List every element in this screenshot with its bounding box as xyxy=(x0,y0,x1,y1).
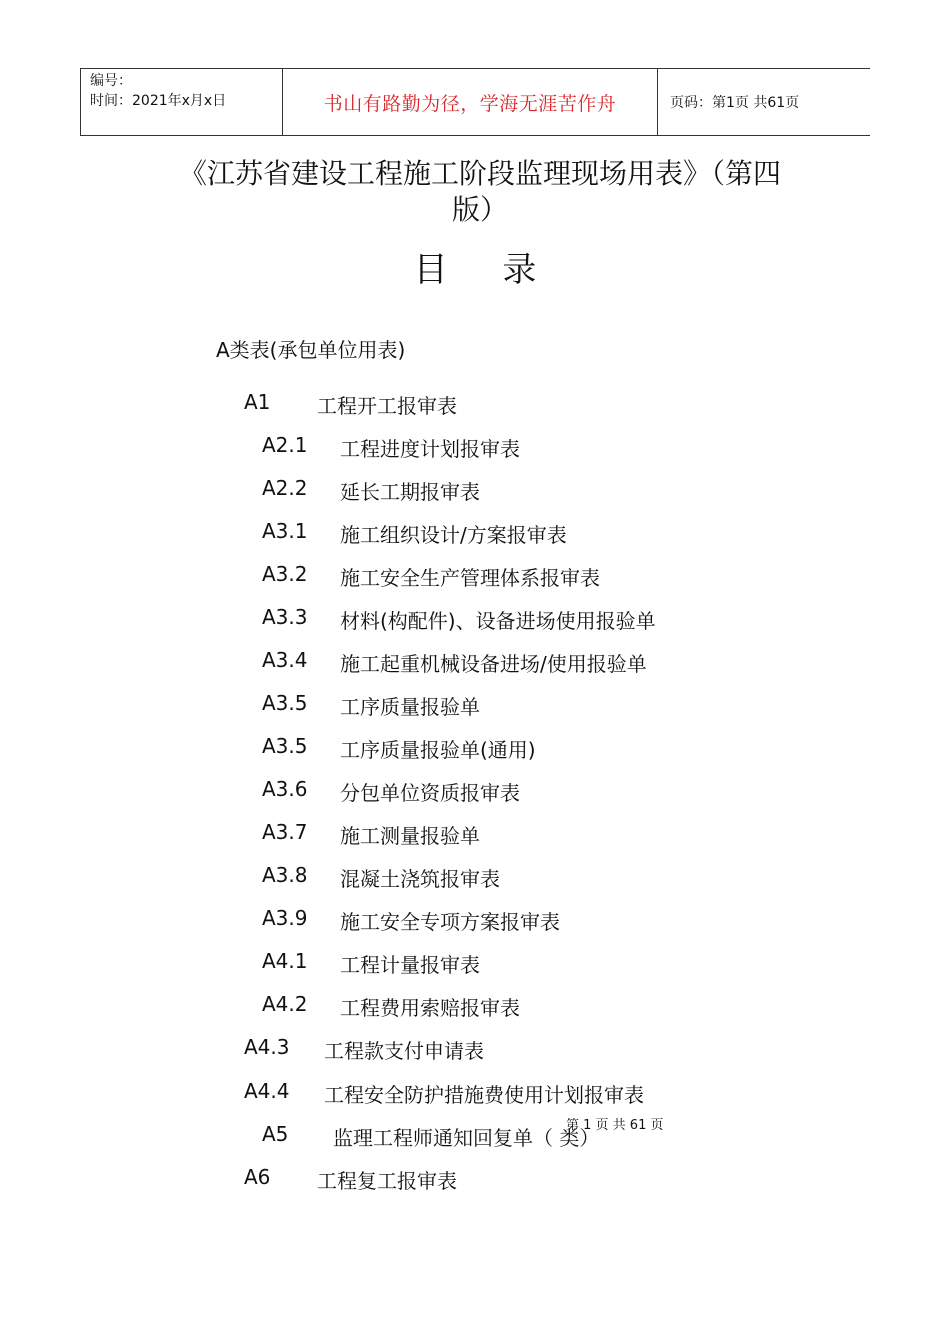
toc-heading-text: 目 录 xyxy=(413,250,537,290)
toc-item-code: A5 xyxy=(262,1122,289,1146)
toc-item-title: 工程款支付申请表 xyxy=(324,1039,484,1063)
header-table xyxy=(80,68,870,136)
document-date-label: 时间：2021年x月x日 xyxy=(90,93,227,109)
section-a-heading: A类表(承包单位用表) xyxy=(216,338,406,362)
toc-item[interactable] xyxy=(262,906,560,934)
toc-item-code: A3.2 xyxy=(262,562,308,586)
toc-item-title: 材料(构配件)、设备进场使用报验单 xyxy=(340,609,656,633)
toc-item-title: 工程进度计划报审表 xyxy=(340,437,520,461)
toc-item[interactable] xyxy=(262,691,480,719)
toc-item[interactable] xyxy=(262,777,520,805)
toc-item[interactable] xyxy=(262,949,480,977)
toc-item-code: A3.4 xyxy=(262,648,308,672)
toc-item[interactable] xyxy=(262,476,480,504)
toc-item[interactable] xyxy=(262,562,600,590)
toc-item-code: A3.3 xyxy=(262,605,308,629)
header-meta xyxy=(81,69,283,135)
toc-item[interactable] xyxy=(244,1165,457,1193)
toc-item-title: 监理工程师通知回复单（ 类） xyxy=(333,1126,600,1150)
header-motto: 书山有路勤为径，学海无涯苦作舟 xyxy=(283,69,658,135)
toc-item-code: A3.7 xyxy=(262,820,308,844)
toc-item-title: 工序质量报验单(通用) xyxy=(340,738,536,762)
toc-item-title: 工程计量报审表 xyxy=(340,953,480,977)
toc-item[interactable] xyxy=(244,390,457,418)
toc-item-code: A4.3 xyxy=(244,1035,290,1059)
toc-item-code: A3.1 xyxy=(262,519,308,543)
toc-heading xyxy=(0,242,950,291)
toc-item[interactable] xyxy=(262,820,480,848)
toc-item[interactable] xyxy=(262,1122,600,1150)
toc-item-title: 工程安全防护措施费使用计划报审表 xyxy=(324,1083,644,1107)
toc-item-code: A3.9 xyxy=(262,906,308,930)
toc-item-code: A3.6 xyxy=(262,777,308,801)
toc-item-title: 工程开工报审表 xyxy=(317,394,457,418)
toc-item-code: A2.2 xyxy=(262,476,308,500)
toc-item-title: 施工安全生产管理体系报审表 xyxy=(340,566,600,590)
toc-item-title: 延长工期报审表 xyxy=(340,480,480,504)
toc-item[interactable] xyxy=(262,648,647,676)
toc-item[interactable] xyxy=(262,433,520,461)
toc-item-code: A3.5 xyxy=(262,734,308,758)
toc-item[interactable] xyxy=(262,605,656,633)
toc-item-code: A4.2 xyxy=(262,992,308,1016)
toc-item-title: 施工安全专项方案报审表 xyxy=(340,910,560,934)
toc-item-title: 工程费用索赔报审表 xyxy=(340,996,520,1020)
toc-item-code: A4.4 xyxy=(244,1079,290,1103)
toc-item-code: A3.8 xyxy=(262,863,308,887)
toc-item-code: A1 xyxy=(244,390,271,414)
toc-item[interactable] xyxy=(262,734,536,762)
toc-item-title: 施工起重机械设备进场/使用报验单 xyxy=(340,652,647,676)
toc-item[interactable] xyxy=(262,992,520,1020)
toc-item-title: 工序质量报验单 xyxy=(340,695,480,719)
toc-item-title: 混凝土浇筑报审表 xyxy=(340,867,500,891)
toc-item-title: 施工测量报验单 xyxy=(340,824,480,848)
toc-item-code: A3.5 xyxy=(262,691,308,715)
page-footer: 第 1 页 共 61 页 xyxy=(566,1118,664,1133)
toc-item[interactable] xyxy=(262,519,567,547)
toc-item-title: 施工组织设计/方案报审表 xyxy=(340,523,567,547)
toc-item-code: A6 xyxy=(244,1165,271,1189)
toc-item[interactable] xyxy=(262,863,500,891)
toc-item-title: 工程复工报审表 xyxy=(317,1169,457,1193)
header-page-label: 页码：第1页 共61页 xyxy=(670,95,800,111)
document-number-label: 编号： xyxy=(90,73,132,89)
toc-item-code: A2.1 xyxy=(262,433,308,457)
toc-item[interactable] xyxy=(244,1079,644,1107)
toc-item-title: 分包单位资质报审表 xyxy=(340,781,520,805)
document-title: 《江苏省建设工程施工阶段监理现场用表》（第四版） xyxy=(178,157,781,226)
toc-item[interactable] xyxy=(244,1035,484,1063)
toc-item-code: A4.1 xyxy=(262,949,308,973)
